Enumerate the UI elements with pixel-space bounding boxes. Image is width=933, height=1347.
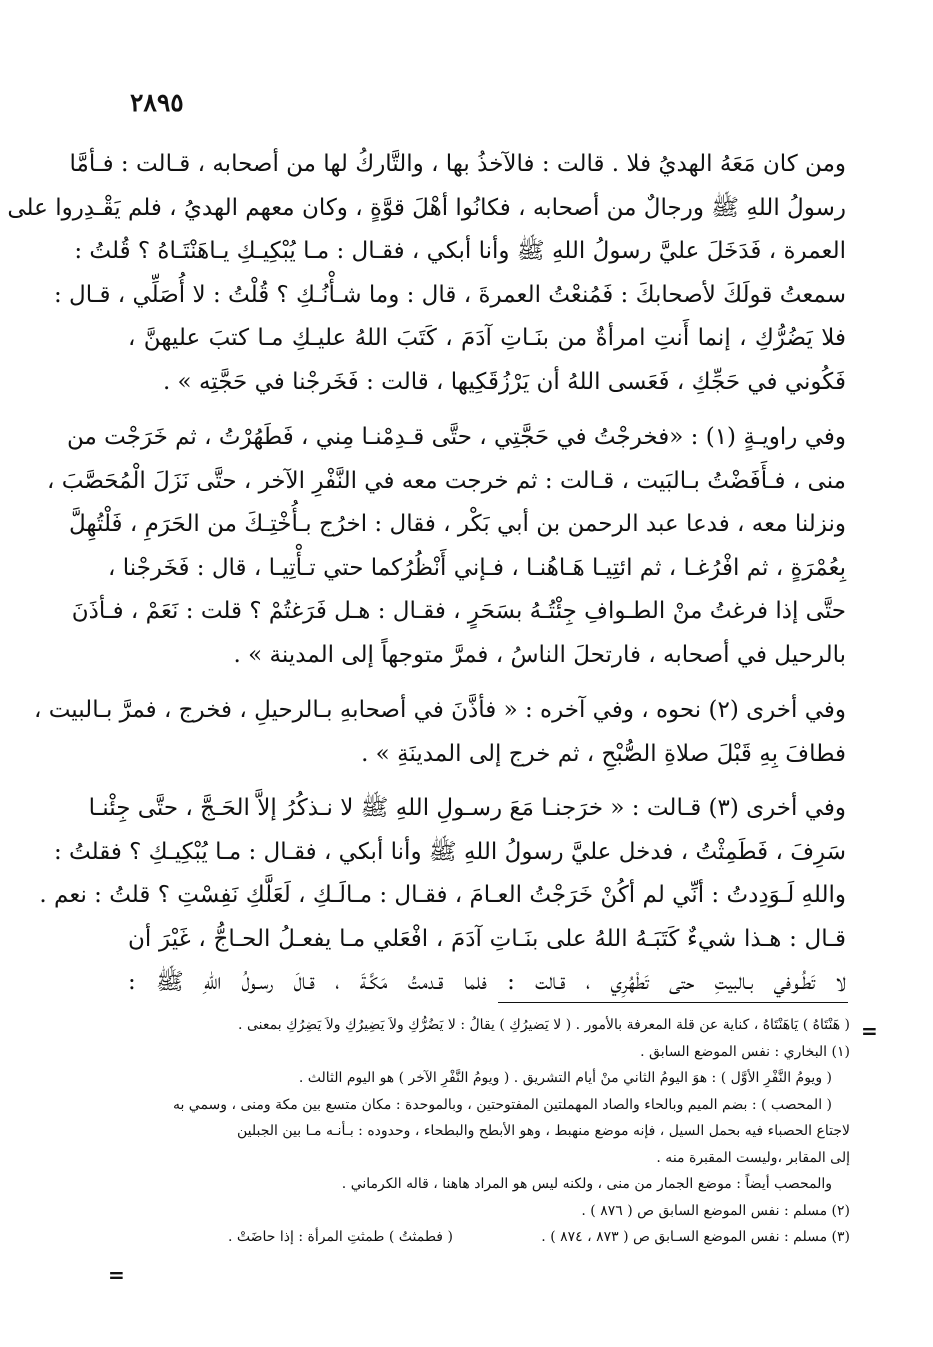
paragraph-2 bbox=[47, 416, 846, 677]
text-line: بالرحيل في أصحابه ، فارتحلَ الناسُ ، فمرَّ متوجهاً إلى المدينة » . bbox=[233, 641, 846, 668]
text-line: رسولُ اللهِ ﷺ ورجالٌ من أصحابه ، فكانُوا أهْلَ قوَّةٍ ، وكان معهم الهديُ ، فلم يَقْـدِروا على bbox=[7, 194, 846, 221]
paragraph-4 bbox=[39, 787, 846, 1005]
text-line: ومن كان مَعَهُ الهديُ فلا . قالت : فالآخذُ بها ، والتَّاركُ لها من أصحابه ، قـالت : فـأمَّا bbox=[69, 151, 846, 177]
text-line: فطافَ بِهِ قَبْلَ صلاةِ الصُّبْحِ ، ثم خرج إلى المدينَةِ » . bbox=[361, 740, 846, 767]
continuation-mark: = bbox=[108, 1263, 125, 1287]
text-line: قـال : هـذا شيءٌ كَتَبَـهُ اللهُ على بنَـاتِ آدَمَ ، افْعَلي مـا يفعـلُ الحـاجُّ ، غَيْرَ أن bbox=[128, 925, 846, 952]
footnote-line: (١) البخاري : نفس الموضع السابق . bbox=[640, 1043, 850, 1060]
footnote-line: ( المحصب ) : بضم الميم وبالحاء والصاد المهملتين المفتوحتين ، وبالموحدة : مكان متسع بين مكة ومنى ، وسمي به bbox=[172, 1096, 832, 1113]
paragraph-1 bbox=[7, 143, 846, 404]
footnotes bbox=[138, 1012, 850, 1251]
footnote-line: (٣) مسلم : نفس الموضع السـابق ص ( ٨٧٣ ، ٨٧٤ ) . bbox=[541, 1229, 850, 1245]
footnote-line: (٢) مسلم : نفس الموضع السابق ص ( ٨٧٦ ) . bbox=[581, 1202, 850, 1219]
page-number: ٢٨٩٥ bbox=[130, 88, 184, 117]
footnote-line: والمحصب أيضاً : موضع الجمار من منى ، ولكنه ليس هو المراد هاهنا ، قاله الكرماني . bbox=[341, 1176, 832, 1192]
text-line: ونزلنا معه ، فدعا عبد الرحمن بن أبي بَكْر ، فقال : اخرُج بـأُخْتِـكَ من الحَرَمِ ، فَلْتُهِلَّ bbox=[68, 511, 846, 537]
footnote-row bbox=[138, 1224, 850, 1251]
text-line: بِعُمْرَةٍ ، ثم افْرُغـا ، ثم ائتِيـا هَـاهُنـا ، فـإني أَنْظُرُكما حتي تـأْتِيـا ، قال : فَخَرجْنا ، bbox=[108, 554, 846, 581]
footnote-line: ( هَنْتَاهُ ) يَاهَنْتَاهُ ، كناية عن قلة المعرفة بالأمور . ( لا يَضيرُكِ ) يقالُ : لا يَضُرُّكِ ولاَ يَضِيرُكِ ولاَ يَضِرُكِ بمعنى . bbox=[238, 1017, 850, 1033]
continuation-mark: = bbox=[861, 1019, 878, 1043]
text-line: فلا يَضُرُّكِ ، إنما أَنتِ امرأةٌ من بنَـاتِ آدَمَ ، كَتَبَ اللهُ عليـكِ مـا كتبَ عليهنَّ ، bbox=[128, 325, 846, 351]
footnote-line: لاجتاع الحصباء فيه بحمل السيل ، فإنه موضع منهبط ، وهو الأبطح والبطحاء ، وحدوده : بـأنـه مـا بين الجبلين bbox=[237, 1123, 850, 1139]
paragraph-3 bbox=[33, 689, 846, 776]
text-line: حتَّى إذا فرغتُ منْ الطـوافِ جِئْتُـهُ بسَحَرٍ ، فقـال : هـل فَرَغتُمْ ؟ قلت : نَعَمْ ، فـأذَنَ bbox=[71, 598, 846, 624]
text-line: لا تَطُـوفي بـالبيتِ حتى تَطْهُرِي ، قـالت : فلما قـدمتُ مَكَّـةَ ، قـالَ رسـولُ اللهِ ﷺ : bbox=[128, 969, 846, 995]
text-line: وفي راويـةٍ (١) : «فخرجْتُ في حَجَّتِي ، حتَّى قـدِمْنـا مِني ، فَطَهُرْتُ ، ثم خَرَجْت من bbox=[66, 424, 846, 450]
text-line: سَرِفَ ، فَطَمِثْتُ ، فدخل عليَّ رسولُ اللهِ ﷺ وأنا أبكي ، فقـال : مـا يُبْكِيـكِ ؟ فقلتُ : bbox=[53, 838, 846, 865]
text-line: سمعتُ قولَكَ لأصحابكَ : فَمُنعْتُ العمرةَ ، قال : وما شـأْنُـكِ ؟ قُلْتُ : لا أُصَلِّي ، قـال : bbox=[53, 281, 846, 308]
footnote-separator bbox=[498, 1002, 848, 1003]
text-line: وفي أخرى (٢) نحوه ، وفي آخره : « فأذَّنَ في أصحابهِ بـالرحيلِ ، فخرج ، فمرَّ بـالبيت ، bbox=[33, 697, 846, 723]
main-text bbox=[7, 143, 846, 1005]
footnote-line: إلى المقابر ،وليست المقبرة منه . bbox=[656, 1149, 850, 1166]
text-line: وفي أخرى (٣) قـالت : « خرَجنـا مَعَ رسـولِ اللهِ ﷺ لا نـذكُرُ إلاَّ الحَـجَّ ، حتَّى جِئْنـا bbox=[88, 795, 846, 821]
footnote-line: ( ويومُ النَّفْرِ الأوَّل ) : هوَ اليومُ الثاني منْ أيام التشريق . ( ويومُ النَّفْرِ الآخر ) هو اليوم الثالث . bbox=[298, 1070, 832, 1086]
footnote-gloss: ( فطمثتُ ) طمثتِ المرأة : إذا حاضَتْ . bbox=[228, 1229, 453, 1245]
text-line: فَكُوني في حَجِّكِ ، فَعَسى اللهُ أن يَرْزُقَكِيها ، قالت : فَخَرجْنا في حَجَّتِه » . bbox=[162, 368, 846, 395]
text-line: واللهِ لَـوَدِدتُ : أنِّي لم أكُنْ خَرَجْتُ العـامَ ، فقـال : مـالَـكِ ، لَعَلَّكِ نَفِسْتِ ؟ قلتُ : نعم . bbox=[39, 882, 846, 908]
text-line: العمرة ، فَدَخَلَ عليَّ رسولُ اللهِ ﷺ وأنا أبكي ، فقـال : مـا يُبْكِيـكِ يـاهَنْتَـاهُ ؟ قُلتُ : bbox=[74, 238, 846, 264]
text-line: منى ، فـأَفَضْتُ بـالبَيت ، قـالت : ثم خرجت معه في النَّفْرِ الآخر ، حتَّى نَزَلَ الْمُحَصَّبَ ، bbox=[47, 467, 846, 494]
